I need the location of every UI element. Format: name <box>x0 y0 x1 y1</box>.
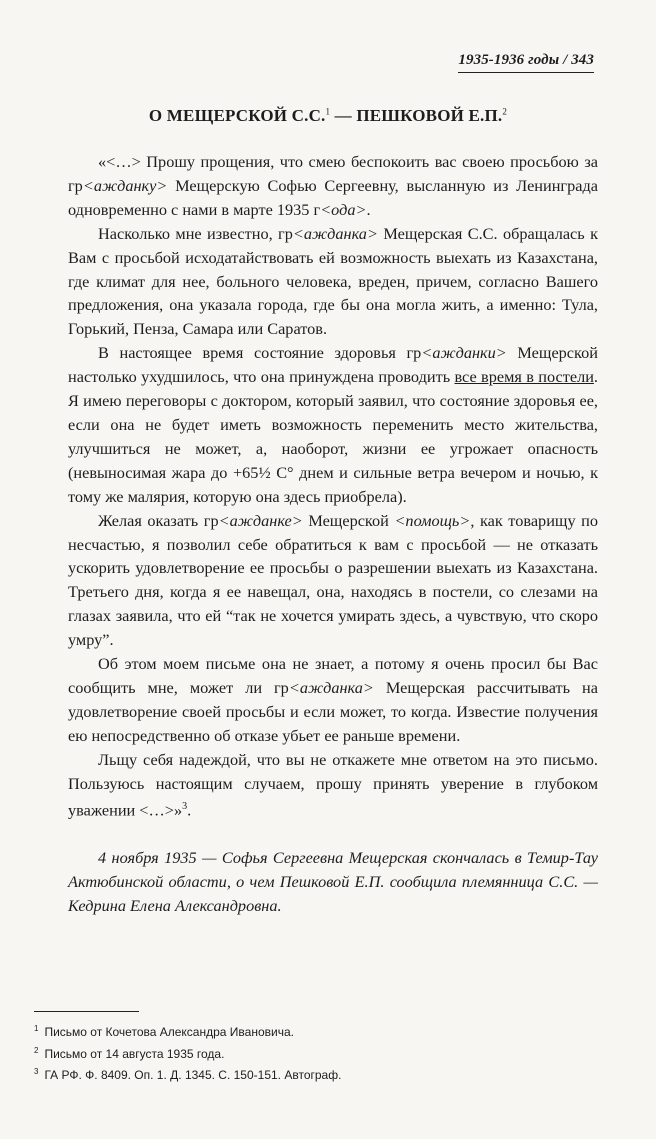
text-run: Насколько мне известно, гр <box>98 223 293 243</box>
underlined-text: все время в постели <box>454 367 594 387</box>
postscript-note <box>68 846 598 918</box>
text-run: . <box>366 199 371 219</box>
text-run: Мещерской <box>302 510 395 530</box>
text-run: Мещерскую Софью Сергеевну, высланную из Ленинграда одновременно с нами в марте 1935 г <box>68 175 598 219</box>
text-run: . <box>187 800 192 820</box>
footnote-ref-1: 1 <box>325 106 331 117</box>
editorial-insert: <ажданка> <box>292 223 378 243</box>
footnote-mark: 3 <box>34 1067 39 1076</box>
paragraph-2 <box>68 222 598 342</box>
document-title <box>0 106 656 126</box>
footnote-mark: 1 <box>34 1024 39 1033</box>
paragraph-1 <box>68 150 598 222</box>
editorial-insert: <ажданки> <box>421 343 507 363</box>
footnote-2 <box>34 1042 594 1064</box>
editorial-insert: <ажданку> <box>82 175 168 195</box>
editorial-insert: <ажданке> <box>218 510 303 530</box>
editorial-insert: <помощь> <box>394 510 471 530</box>
text-run: Мещерской настолько ухудшилось, что она принуждена проводить <box>68 343 598 387</box>
paragraph-4 <box>68 509 598 652</box>
text-run: «<…> Прошу прощения, что смею беспокоить вас своею просьбою за гр <box>68 152 598 195</box>
editorial-insert: <ажданка> <box>288 677 374 697</box>
paragraph-6 <box>68 748 598 823</box>
paragraph-3 <box>68 341 598 508</box>
text-run: , как товарищу по несчастью, я позволил себе обратиться к вам с просьбой — не отказать ускорить удовлетворение ее просьбы о разрешении выехать из Казахстана. Третьего дня, когда я ее навещал, она, находясь в постели, со слезами на глазах заявила, что ей “так не хочется умирать здесь, а чувствую, что скоро умру”. <box>68 510 598 650</box>
title-text: О МЕЩЕРСКОЙ С.С. <box>148 106 326 125</box>
letter-body <box>68 150 598 823</box>
text-run: Мещерская рассчитывать на удовлетворение своей просьбы и если может, то когда. Известие получения ею непосредственно об отказе убьет ее раньше времени. <box>68 677 598 745</box>
footnote-text: ГА РФ. Ф. 8409. Оп. 1. Д. 1345. С. 150-151. Автограф. <box>44 1068 342 1082</box>
footnote-mark: 2 <box>34 1045 39 1055</box>
text-run: Льщу себя надеждой, что вы не откажете мне ответом на это письмо. Пользуюсь настоящим случаем, прошу принять уверение в глубоком уважении <…>» <box>68 749 598 820</box>
text-run: В настоящее время состояние здоровья гр <box>98 343 422 363</box>
title-text-2: — ПЕШКОВОЙ Е.П. <box>330 106 503 125</box>
footnote-divider <box>34 1011 139 1012</box>
running-head: 1935-1936 годы / 343 <box>458 52 594 73</box>
text-run: Об этом моем письме она не знает, а потому я очень просил бы Вас сообщить мне, может ли гр <box>68 654 598 697</box>
paragraph-5 <box>68 652 598 748</box>
text-run: Желая оказать гр <box>98 510 219 530</box>
text-run: Мещерская С.С. обращалась к Вам с просьбой исходатайствовать ей возможность выехать из Казахстана, где климат для нее, больного человека, вреден, причем, согласно Вашего предложения, она указала города, где бы она могла жить, а именно: Тула, Горький, Пенза, Самара или Саратов. <box>68 223 598 339</box>
footnote-ref-3: 3 <box>182 801 188 813</box>
footnote-text: Письмо от Кочетова Александра Ивановича. <box>44 1025 294 1039</box>
footnote-text: Письмо от 14 августа 1935 года. <box>44 1046 225 1061</box>
text-run: . Я имею переговоры с доктором, который заявил, что состояние здоровья ее, если она не будет иметь возможность переменить место жительства, улучшиться не может, а, наоборот, жизни ее угрожает опасность (невыносимая жара до +65½ C° днем и сильные ветра вечером и ночью, к тому же малярия, которую она здесь приобрела). <box>68 367 598 506</box>
editorial-insert: <ода> <box>320 199 367 219</box>
footnote-3 <box>34 1063 594 1085</box>
postscript-text: 4 ноября 1935 — Софья Сергеевна Мещерская скончалась в Темир-Тау Актюбинской области, о чем Пешковой Е.П. сообщила племянница С.С. — Кедрина Елена Александровна. <box>68 848 598 915</box>
footnote-1 <box>34 1020 594 1042</box>
footnote-ref-2: 2 <box>502 106 508 117</box>
footnotes <box>34 1020 594 1085</box>
